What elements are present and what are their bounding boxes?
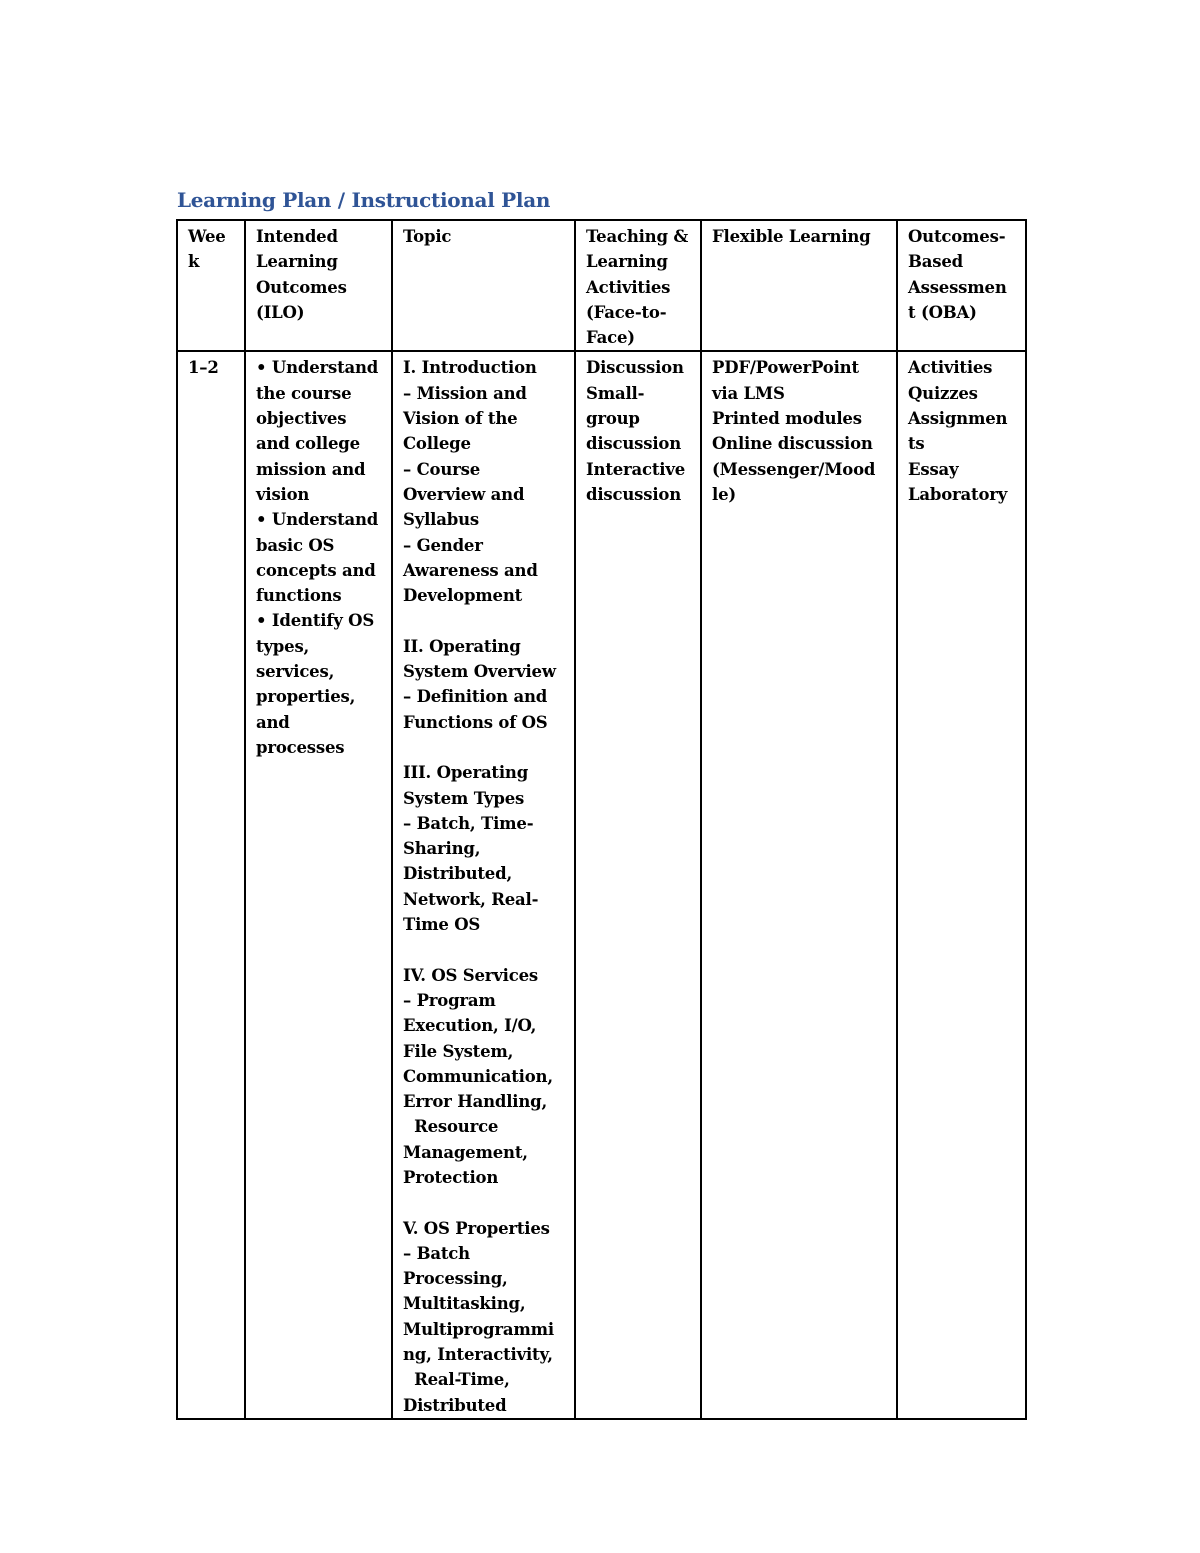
- topic-spacer: [403, 937, 569, 962]
- topic-spacer: [403, 608, 569, 633]
- page-title: Learning Plan / Instructional Plan: [177, 188, 551, 212]
- table-header-row: [177, 220, 1026, 351]
- cell-ilo: • Understand the course objectives and college mission and vision • Understand basic OS concepts and functions • Identify OS types, services, properties, and processes: [245, 351, 392, 1418]
- header-topic: Topic: [392, 220, 575, 351]
- topic-spacer: [403, 1190, 569, 1215]
- cell-week: 1–2: [177, 351, 245, 1418]
- table-row: [177, 351, 1026, 1418]
- header-ilo: Intended Learning Outcomes (ILO): [245, 220, 392, 351]
- header-flexible-learning: Flexible Learning: [701, 220, 897, 351]
- topic-spacer: [403, 735, 569, 760]
- cell-flexible-learning: PDF/PowerPoint via LMS Printed modules Online discussion (Messenger/Mood le): [701, 351, 897, 1418]
- cell-teaching-activities: Discussion Small- group discussion Interactive discussion: [575, 351, 701, 1418]
- cell-assessment: Activities Quizzes Assignmen ts Essay Laboratory: [897, 351, 1026, 1418]
- header-assessment: Outcomes- Based Assessmen t (OBA): [897, 220, 1026, 351]
- learning-plan-table: [176, 219, 1027, 1420]
- header-week: Wee k: [177, 220, 245, 351]
- cell-topic: I. Introduction – Mission and Vision of the College – Course Overview and Syllabus – Gender Awareness and Development II. Operating System Overview – Definition and Functions of OS III. Operating System Types – Batch, Time- Sharing, Distributed, Network, Real- Time OS IV. OS Services – Program Execution, I/O, File System, Communication, Error Handling, Resource Management, Protection V. OS Properties – Batch Processing, Multitasking, Multiprogrammi ng, Interactivity, Real-Time, Distributed: [392, 351, 575, 1418]
- header-teaching-activities: Teaching & Learning Activities (Face-to- Face): [575, 220, 701, 351]
